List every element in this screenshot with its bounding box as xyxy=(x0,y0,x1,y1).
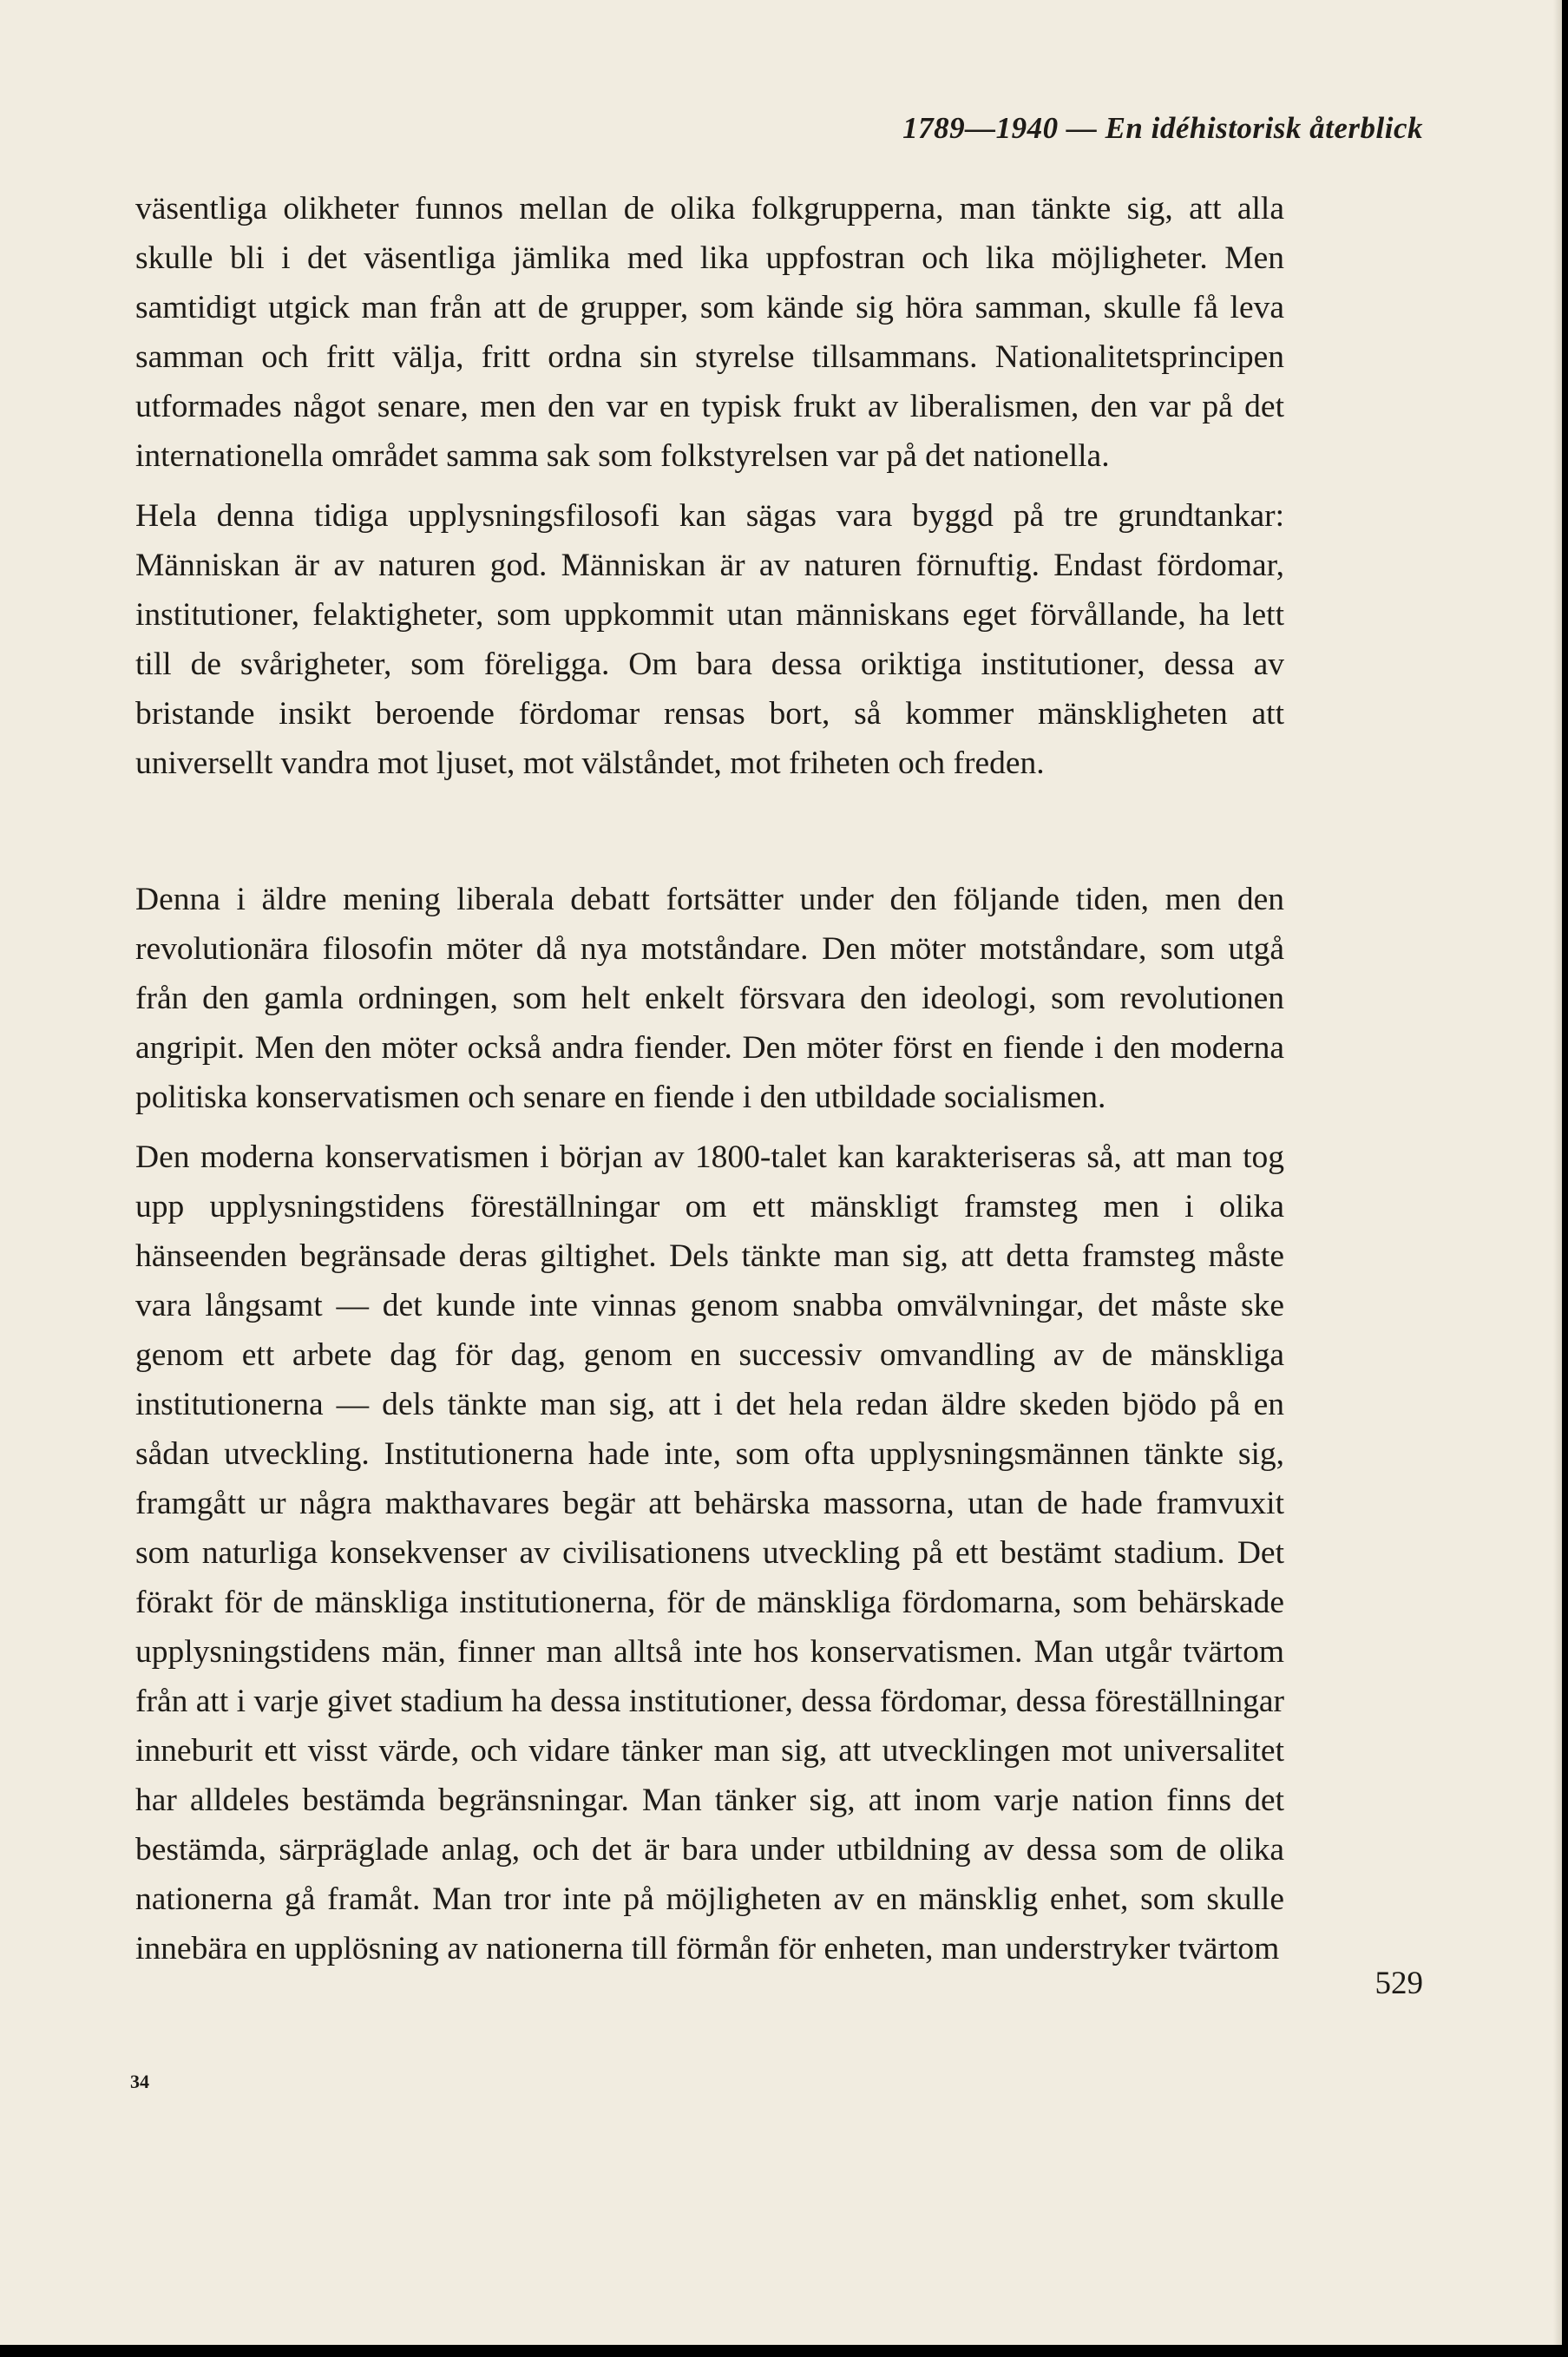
paragraph: Den moderna konservatismen i början av 1800-talet kan karakteriseras så, att man tog upp upplysningstidens föreställningar om ett mänskligt framsteg men i olika hänseenden begränsade deras giltighet. Dels tänkte man sig, att detta framsteg måste vara långsamt — det kunde inte vinnas genom snabba omvälvningar, det måste ske genom ett arbete dag för dag, genom en successiv omvandling av de mänskliga institutionerna — dels tänkte man sig, att i det hela redan äldre skeden bjödo på en sådan utveckling. Institutionerna hade inte, som ofta upplysningsmännen tänkte sig, framgått ur några makthavares begär att behärska massorna, utan de hade framvuxit som naturliga konsekvenser av civilisationens utveckling på ett bestämt stadium. Det förakt för de mänskliga institutionerna, för de mänskliga fördomarna, som behärskade upplysningstidens män, finner man alltså inte hos konservatismen. Man utgår tvärtom från att i varje givet stadium ha dessa institutioner, dessa fördomar, dessa föreställningar inneburit ett visst värde, och vidare tänker man sig, att utvecklingen mot universalitet har alldeles bestämda begränsningar. Man tänker sig, att inom varje nation finns det bestämda, särpräglade anlag, och det är bara under utbildning av dessa som de olika nationerna gå framåt. Man tror inte på möjligheten av en mänsklig enhet, som skulle innebära en upplösning av nationerna till förmån för enheten, man understryker tvärtom xyxy=(135,1139,1284,1966)
signature-mark: 34 xyxy=(130,2071,149,2092)
paragraph: Hela denna tidiga upplysningsfilosofi kan sägas vara byggd på tre grundtankar: Människan är av naturen god. Människan är av naturen förnuftig. Endast fördomar, institutioner, felaktigheter, som uppkommit utan människans eget förvållande, ha lett till de svårigheter, som föreligga. Om bara dessa oriktiga institutioner, dessa av bristande insikt beroende fördomar rensas bort, så kommer mänskligheten att universellt vandra mot ljuset, mot välståndet, mot friheten och freden. xyxy=(135,498,1284,781)
page-number: 529 xyxy=(1374,1966,1423,2001)
running-head: 1789—1940 — En idéhistorisk återblick xyxy=(902,111,1423,145)
text-section-2 xyxy=(135,875,1284,1984)
text-section-1 xyxy=(135,184,1284,798)
page-edge xyxy=(1553,0,1562,2345)
paragraph: väsentliga olikheter funnos mellan de olika folkgrupperna, man tänkte sig, att alla skulle bli i det väsentliga jämlika med lika uppfostran och lika möjligheter. Men samtidigt utgick man från att de grupper, som kände sig höra samman, skulle få leva samman och fritt välja, fritt ordna sin styrelse tillsammans. Nationalitetsprincipen utformades något senare, men den var en typisk frukt av liberalismen, den var på det internationella området samma sak som folkstyrelsen var på det nationella. xyxy=(135,191,1284,474)
paragraph: Denna i äldre mening liberala debatt fortsätter under den följande tiden, men den revolutionära filosofin möter då nya motståndare. Den möter motståndare, som utgå från den gamla ordningen, som helt enkelt försvara den ideologi, som revolutionen angripit. Men den möter också andra fiender. Den möter först en fiende i den moderna politiska konservatismen och senare en fiende i den utbildade socialismen. xyxy=(135,882,1284,1115)
